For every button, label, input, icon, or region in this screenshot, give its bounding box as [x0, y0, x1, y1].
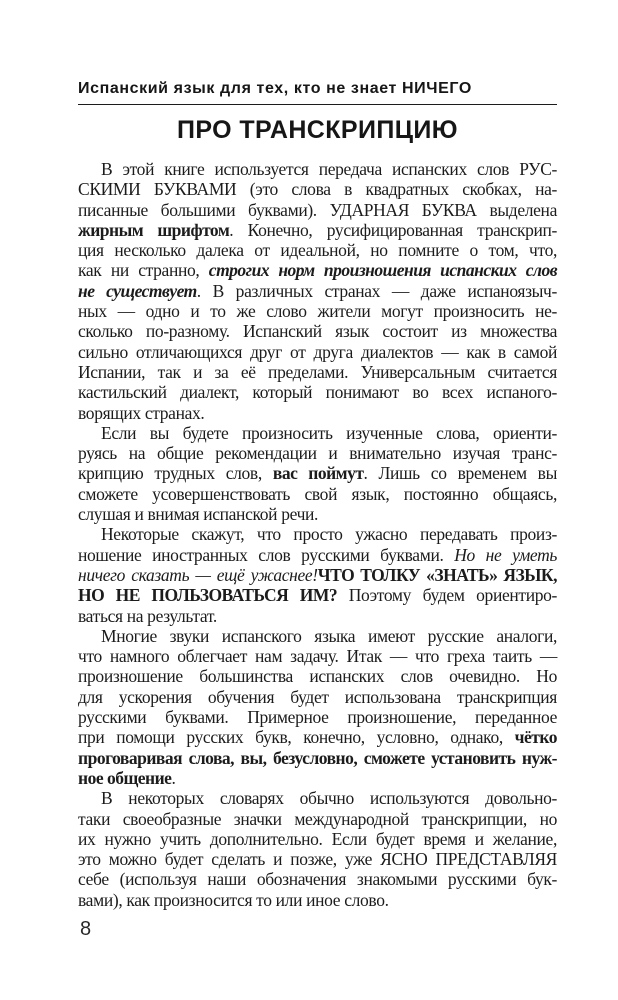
- text-segment: сколько по-разному. Испанский язык состоит из множества: [78, 321, 557, 342]
- text-line: [78, 220, 557, 240]
- text-segment: что намного облегчает нам задачу. Итак — что греха таить —: [78, 646, 557, 667]
- text-line: [78, 626, 557, 646]
- text-line: [78, 423, 557, 443]
- text-line: [78, 524, 557, 544]
- text-line: [78, 301, 557, 321]
- text-segment: вас поймут: [272, 463, 364, 484]
- text-segment: Многие звуки испанского языка имеют русские аналоги,: [101, 625, 557, 646]
- text-line: [78, 727, 557, 747]
- text-segment: крипцию трудных слов,: [78, 463, 273, 484]
- text-segment: это можно будет сделать и позже, уже ЯСНО ПРЕДСТАВЛЯЯ: [78, 849, 557, 870]
- text-segment: ция несколько далека от идеальной, но помните о том, что,: [78, 240, 557, 261]
- text-segment: ваться на результат.: [78, 605, 217, 626]
- text-line: [78, 890, 557, 910]
- text-segment: произношение большинства испанских слов очевидно. Но: [78, 666, 557, 687]
- page-number: 8: [80, 918, 92, 940]
- text-segment: Некоторые скажут, что просто ужасно передавать произ-: [101, 524, 557, 545]
- text-line: [78, 707, 557, 727]
- text-segment: строгих норм произношения испанских слов: [208, 260, 558, 281]
- text-segment: СКИМИ БУКВАМИ (это слова в квадратных скобках, на-: [78, 179, 557, 200]
- text-line: [78, 565, 557, 585]
- text-segment: их нужно учить дополнительно. Если будет время и желание,: [78, 828, 557, 849]
- text-segment: В этой книге используется передача испанских слов РУС-: [101, 159, 557, 179]
- text-line: [78, 463, 557, 483]
- chapter-title: ПРО ТРАНСКРИПЦИЮ: [177, 116, 458, 144]
- text-segment: кастильский диалект, который понимают во всех испаного-: [78, 382, 557, 403]
- paragraph: [78, 159, 557, 423]
- text-line: [78, 362, 557, 382]
- text-line: [78, 200, 557, 220]
- text-segment: для ускорения обучения будет использована транскрипция: [78, 686, 557, 707]
- running-header: [78, 81, 557, 105]
- text-segment: слушая и внимая испанской речи.: [78, 504, 319, 525]
- text-line: [78, 666, 557, 686]
- text-line: [78, 260, 557, 280]
- text-line: [78, 159, 557, 179]
- text-segment: ное общение: [78, 767, 172, 788]
- paragraph: [78, 788, 557, 910]
- text-line: [78, 281, 557, 301]
- text-line: [78, 240, 557, 260]
- text-segment: . В различных странах — даже испаноязыч-: [196, 280, 557, 301]
- text-line: [78, 342, 557, 362]
- text-line: [78, 179, 557, 199]
- text-segment: Поэтому будем ориентиро-: [337, 585, 557, 606]
- paragraph: [78, 524, 557, 625]
- text-line: [78, 403, 557, 423]
- text-line: [78, 768, 557, 788]
- text-segment: ных — одно и то же слово жители могут произносить не-: [78, 301, 557, 322]
- text-segment: писанные большими буквами). УДАРНАЯ БУКВА выделена: [78, 199, 557, 220]
- text-line: [78, 321, 557, 341]
- text-segment: сильно отличающихся друг от друга диалектов — как в самой: [78, 341, 557, 362]
- text-segment: .: [171, 767, 176, 788]
- text-segment: таки своеобразные значки международной транскрипции, но: [78, 808, 557, 829]
- text-line: [78, 748, 557, 768]
- text-segment: себе (используя наши обозначения знакомыми русскими бук-: [78, 869, 557, 890]
- text-segment: вами), как произносится то или иное слово.: [78, 889, 389, 910]
- text-line: [78, 585, 557, 605]
- text-line: [78, 849, 557, 869]
- text-segment: В некоторых словарях обычно используются довольно-: [101, 788, 557, 809]
- text-segment: Но не уметь: [454, 544, 557, 565]
- text-segment: НО НЕ ПОЛЬЗОВАТЬСЯ ИМ?: [78, 585, 338, 606]
- text-segment: . Конечно, русифицированная транскрип-: [229, 219, 557, 240]
- text-segment: ЧТО ТОЛКУ «ЗНАТЬ» ЯЗЫК,: [317, 564, 557, 585]
- text-segment: жирным шрифтом: [78, 219, 230, 240]
- text-segment: ворящих странах.: [78, 402, 205, 423]
- text-line: [78, 545, 557, 565]
- text-segment: Если вы будете произносить изученные слова, ориенти-: [101, 422, 557, 443]
- text-line: [78, 606, 557, 626]
- text-line: [78, 443, 557, 463]
- text-segment: руясь на общие рекомендации и внимательно изучая транс-: [78, 443, 557, 464]
- text-line: [78, 829, 557, 849]
- text-line: [78, 809, 557, 829]
- text-segment: как ни странно,: [78, 260, 209, 281]
- paragraph: [78, 626, 557, 788]
- text-segment: . Лишь со временем вы: [363, 463, 558, 484]
- page-body: [78, 159, 557, 910]
- text-segment: ничего сказать — ещё ужаснее!: [78, 564, 318, 585]
- running-header-text: Испанский язык для тех, кто не знает НИЧЕГО: [78, 80, 472, 97]
- text-line: [78, 687, 557, 707]
- text-line: [78, 869, 557, 889]
- text-segment: чётко: [514, 727, 557, 748]
- text-segment: русскими буквами. Примерное произношение, переданное: [78, 707, 557, 728]
- text-line: [78, 382, 557, 402]
- text-segment: не существует: [78, 280, 197, 301]
- paragraph: [78, 423, 557, 524]
- text-segment: при помощи русских букв, конечно, условно, однако,: [78, 727, 515, 748]
- text-segment: сможете усовершенствовать свой язык, постоянно общаясь,: [78, 483, 557, 504]
- text-segment: ношение иностранных слов русскими буквами.: [78, 544, 455, 565]
- text-line: [78, 788, 557, 808]
- text-segment: Испании, так и за её пределами. Универсальным считается: [78, 361, 557, 382]
- text-segment: проговаривая слова, вы, безусловно, сможете установить нуж-: [78, 747, 557, 768]
- text-line: [78, 484, 557, 504]
- text-line: [78, 646, 557, 666]
- text-line: [78, 504, 557, 524]
